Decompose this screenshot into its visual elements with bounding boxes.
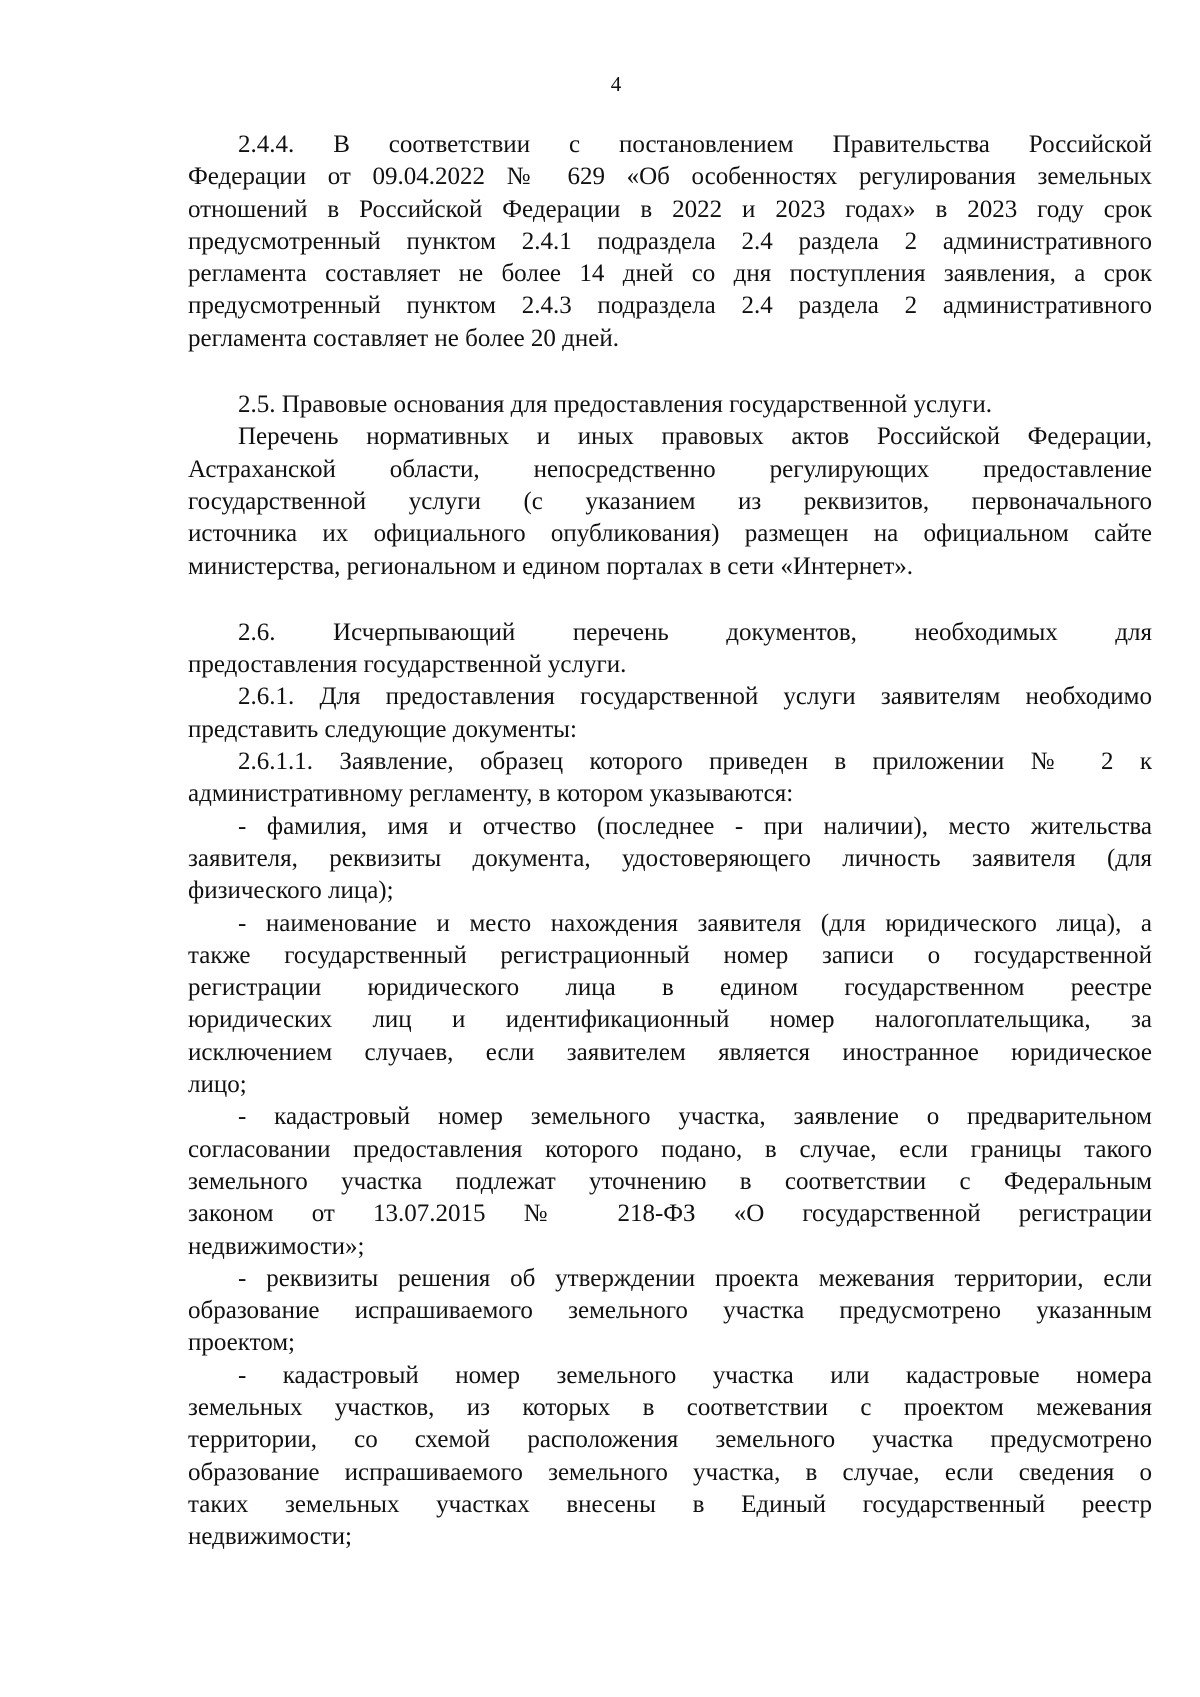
text-line: административному регламенту, в котором указываются:	[188, 780, 794, 808]
text-line: 2.6.1.1. Заявление, образец которого приведен в приложении № 2 к	[238, 748, 1152, 776]
text-line: заявителя, реквизиты документа, удостоверяющего личность заявителя (для	[188, 844, 1152, 872]
paragraph	[188, 1101, 1152, 1262]
text-line: предоставления государственной услуги.	[188, 651, 627, 679]
paragraph-spacer	[188, 583, 1152, 617]
paragraph	[188, 617, 1152, 682]
text-line: лицо;	[188, 1071, 247, 1099]
text-line: - реквизиты решения об утверждении проекта межевания территории, если	[238, 1264, 1152, 1292]
text-line: 2.5. Правовые основания для предоставления государственной услуги.	[238, 391, 992, 419]
paragraph-spacer	[188, 355, 1152, 389]
paragraph	[188, 421, 1152, 582]
text-line: предусмотренный пунктом 2.4.1 подраздела 2.4 раздела 2 административного	[188, 227, 1152, 255]
text-line: физического лица);	[188, 877, 394, 905]
text-line: источника их официального опубликования) размещен на официальном сайте	[188, 520, 1152, 548]
text-line: законом от 13.07.2015 № 218-ФЗ «О государственной регистрации	[188, 1200, 1152, 1228]
text-line: - наименование и место нахождения заявителя (для юридического лица), а	[238, 909, 1152, 937]
text-line: предусмотренный пунктом 2.4.3 подраздела 2.4 раздела 2 административного	[188, 292, 1152, 320]
text-line: территории, со схемой расположения земельного участка предусмотрено	[188, 1426, 1152, 1454]
text-line: Астраханской области, непосредственно регулирующих предоставление	[188, 455, 1152, 483]
text-line: Перечень нормативных и иных правовых актов Российской Федерации,	[238, 423, 1152, 451]
text-line: регламента составляет не более 20 дней.	[188, 324, 619, 352]
text-line: государственной услуги (с указанием из реквизитов, первоначального	[188, 487, 1152, 515]
text-line: недвижимости;	[188, 1523, 352, 1551]
paragraph	[188, 746, 1152, 811]
text-line: исключением случаев, если заявителем является иностранное юридическое	[188, 1038, 1152, 1066]
text-line: земельных участков, из которых в соответствии с проектом межевания	[188, 1393, 1152, 1421]
paragraph	[188, 1263, 1152, 1360]
text-line: проектом;	[188, 1329, 295, 1357]
page-number: 4	[610, 72, 622, 96]
text-line: Федерации от 09.04.2022 № 629 «Об особенностях регулирования земельных	[188, 163, 1152, 191]
text-line: образование испрашиваемого земельного участка, в случае, если сведения о	[188, 1458, 1152, 1486]
paragraph	[188, 908, 1152, 1102]
text-line: регистрации юридического лица в едином государственном реестре	[188, 974, 1152, 1002]
paragraph	[188, 1360, 1152, 1554]
text-line: - кадастровый номер земельного участка или кадастровые номера	[238, 1361, 1152, 1389]
text-line: согласовании предоставления которого подано, в случае, если границы такого	[188, 1135, 1152, 1163]
text-line: 2.6. Исчерпывающий перечень документов, необходимых для	[238, 618, 1152, 646]
text-line: - фамилия, имя и отчество (последнее - при наличии), место жительства	[238, 812, 1152, 840]
paragraph	[188, 811, 1152, 908]
text-line: недвижимости»;	[188, 1232, 365, 1260]
text-line: министерства, региональном и едином порталах в сети «Интернет».	[188, 552, 914, 580]
paragraph	[188, 389, 1152, 421]
text-line: 2.4.4. В соответствии с постановлением Правительства Российской	[238, 131, 1152, 158]
text-line: представить следующие документы:	[188, 715, 577, 743]
text-line: регламента составляет не более 14 дней со дня поступления заявления, а срок	[188, 260, 1152, 288]
document-body	[188, 129, 1152, 1553]
text-line: юридических лиц и идентификационный номер налогоплательщика, за	[188, 1006, 1152, 1034]
text-line: отношений в Российской Федерации в 2022 и 2023 годах» в 2023 году срок	[188, 195, 1152, 223]
text-line: таких земельных участках внесены в Единый государственный реестр	[188, 1490, 1152, 1518]
text-line: также государственный регистрационный номер записи о государственной	[188, 941, 1152, 969]
text-line: образование испрашиваемого земельного участка предусмотрено указанным	[188, 1297, 1152, 1325]
paragraph	[188, 681, 1152, 746]
text-line: 2.6.1. Для предоставления государственной услуги заявителям необходимо	[238, 683, 1152, 711]
text-line: - кадастровый номер земельного участка, заявление о предварительном	[238, 1103, 1152, 1131]
text-line: земельного участка подлежат уточнению в соответствии с Федеральным	[188, 1167, 1152, 1195]
paragraph	[188, 129, 1152, 355]
